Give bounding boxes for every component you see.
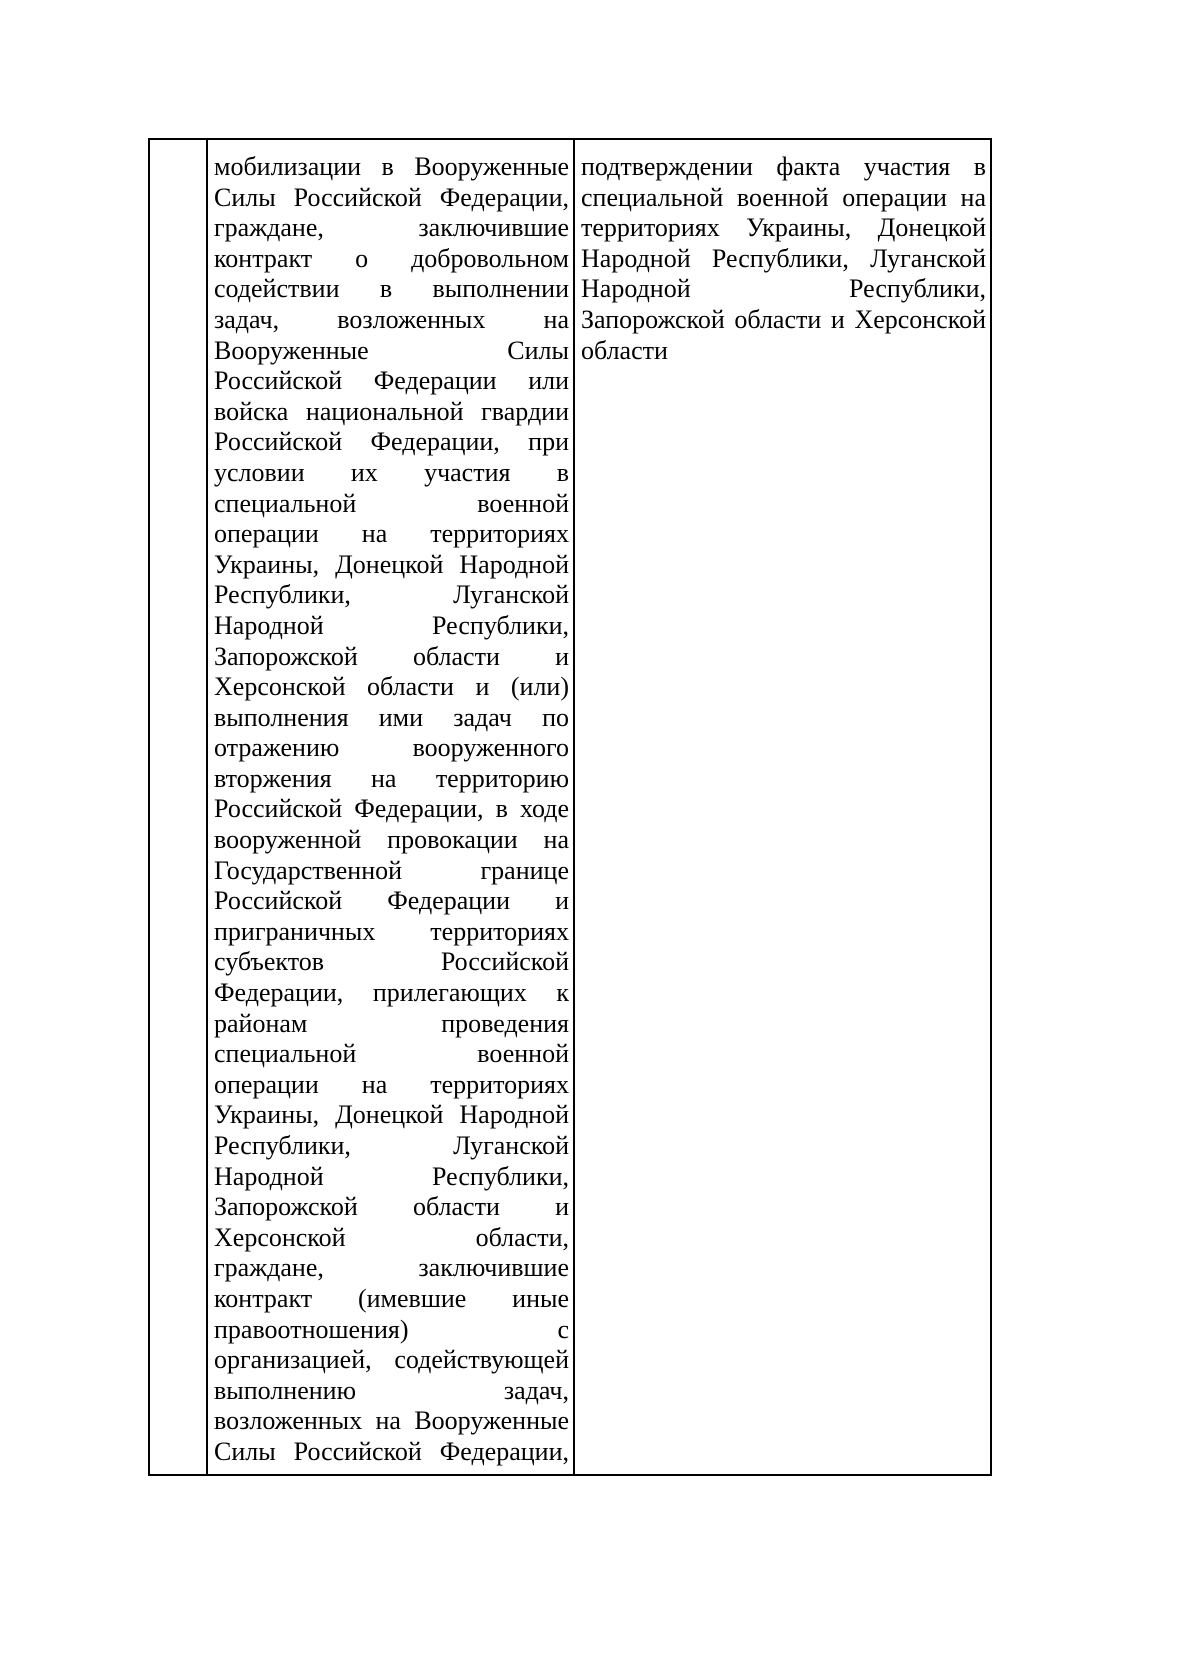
text-line: войска национальной гвардии bbox=[214, 396, 569, 426]
text-line: Федерации, прилегающих к bbox=[214, 978, 569, 1008]
text-line: субъектов Российской bbox=[214, 947, 569, 977]
text-line: специальной военной операции на bbox=[581, 182, 986, 212]
confirmation-document-cell bbox=[575, 140, 990, 1474]
text-line: Народной Республики, Луганской bbox=[581, 243, 986, 273]
text-line: области bbox=[581, 335, 668, 365]
text-line: Запорожской области и bbox=[214, 641, 569, 671]
text-line: выполнению задач, bbox=[214, 1375, 569, 1405]
row-number-cell bbox=[150, 140, 208, 1474]
text-line: Силы Российской Федерации, bbox=[214, 182, 569, 212]
text-line: Российской Федерации и bbox=[214, 886, 569, 916]
text-line: выполнения ими задач по bbox=[214, 702, 569, 732]
text-line: Государственной границе bbox=[214, 855, 569, 885]
text-line: Народной Республики, bbox=[214, 1161, 569, 1191]
text-line: территориях Украины, Донецкой bbox=[581, 213, 986, 243]
text-line: Республики, Луганской bbox=[214, 1131, 569, 1160]
text-line: Российской Федерации, в ходе bbox=[214, 794, 569, 824]
text-line: контракт (имевшие иные bbox=[214, 1283, 569, 1313]
text-line: Народной Республики, bbox=[214, 610, 569, 640]
text-line: Украины, Донецкой Народной bbox=[214, 549, 569, 579]
text-line: граждане, заключившие bbox=[214, 213, 569, 243]
text-line: Херсонской области и (или) bbox=[214, 672, 569, 702]
text-line: районам проведения bbox=[214, 1008, 569, 1038]
text-line: приграничных территориях bbox=[214, 916, 569, 946]
text-line: возложенных на Вооруженные bbox=[214, 1406, 569, 1436]
text-line: Херсонской области, bbox=[214, 1222, 569, 1252]
recipient-category-cell bbox=[208, 140, 575, 1474]
text-line: Запорожской области и Херсонской bbox=[581, 304, 986, 334]
text-line: мобилизации в Вооруженные bbox=[214, 152, 569, 181]
text-line: отражению вооруженного bbox=[214, 733, 569, 763]
text-line: вторжения на территорию bbox=[214, 763, 569, 793]
text-line: Народной Республики, bbox=[581, 274, 986, 304]
text-line: условии их участия в bbox=[214, 457, 569, 487]
text-line: Российской Федерации, при bbox=[214, 427, 569, 457]
text-line: задач, возложенных на bbox=[214, 304, 569, 334]
text-line: контракт о добровольном bbox=[214, 243, 569, 273]
text-line: содействии в выполнении bbox=[214, 274, 569, 304]
text-line: операции на территориях bbox=[214, 519, 569, 549]
text-line: операции на территориях bbox=[214, 1069, 569, 1099]
text-line: подтверждении факта участия в bbox=[581, 152, 986, 181]
text-line: специальной военной bbox=[214, 488, 569, 518]
text-line: Российской Федерации или bbox=[214, 366, 569, 396]
text-line: вооруженной провокации на bbox=[214, 825, 569, 855]
text-line: Вооруженные Силы bbox=[214, 335, 569, 365]
text-line: Украины, Донецкой Народной bbox=[214, 1100, 569, 1130]
text-line: правоотношения) с bbox=[214, 1314, 569, 1344]
text-line: Силы Российской Федерации, bbox=[214, 1436, 569, 1466]
text-line: Запорожской области и bbox=[214, 1192, 569, 1222]
document-table bbox=[148, 138, 992, 1476]
text-line: специальной военной bbox=[214, 1039, 569, 1069]
text-line: организацией, содействующей bbox=[214, 1345, 569, 1375]
text-line: Республики, Луганской bbox=[214, 580, 569, 610]
text-line: граждане, заключившие bbox=[214, 1253, 569, 1283]
